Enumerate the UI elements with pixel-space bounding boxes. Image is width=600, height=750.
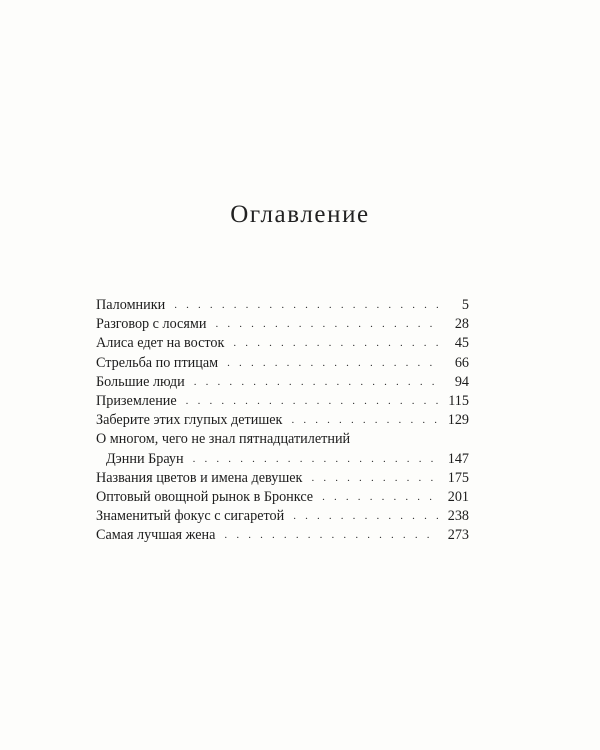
dot-leader [193, 450, 439, 469]
dot-leader [215, 315, 439, 334]
toc-entry[interactable] [96, 526, 469, 545]
dot-leader [233, 334, 439, 353]
toc-entry-title: Разговор с лосями [96, 316, 207, 333]
toc-entry-page-number: 5 [461, 297, 469, 313]
page-title: Оглавление [230, 201, 370, 228]
toc-entry-page-number: 94 [454, 373, 469, 390]
toc-entry-title: Самая лучшая жена [96, 527, 216, 544]
toc-entry-page-number: 238 [447, 508, 469, 525]
dot-leader [174, 296, 439, 315]
toc-entry-page-number: 45 [454, 335, 469, 352]
toc-entry[interactable] [96, 507, 469, 526]
toc-entry[interactable] [96, 450, 469, 469]
toc-entry-page-number: 147 [447, 450, 469, 467]
toc-entry-page-number: 201 [447, 488, 469, 505]
toc-entry[interactable] [96, 334, 469, 353]
toc-entry-title: Названия цветов и имена девушек [96, 469, 303, 486]
toc-entry-title: Паломники [96, 297, 166, 313]
toc-entry-title: О многом, чего не знал пятнадцатилетний [96, 431, 351, 448]
toc-entry-title-continued: Дэнни Браун [106, 450, 184, 467]
toc-entry-page-number: 175 [447, 469, 469, 486]
toc-entry-title: Знаменитый фокус с сигаретой [96, 508, 285, 525]
toc-entry[interactable] [96, 354, 469, 373]
toc-entry-page-number: 129 [447, 412, 469, 429]
dot-leader [291, 411, 439, 430]
dot-leader [293, 507, 439, 526]
toc-entry[interactable] [96, 488, 469, 507]
dot-leader [224, 526, 439, 545]
toc-entry[interactable] [96, 392, 469, 411]
toc-entry-title: Приземление [96, 392, 177, 409]
toc-entry-title: Большие люди [96, 373, 185, 390]
toc-entry-title: Алиса едет на восток [96, 335, 225, 352]
dot-leader [194, 373, 439, 392]
toc-entry-title: Оптовый овощной рынок в Бронксе [96, 488, 314, 505]
toc-entry-page-number: 115 [448, 392, 469, 409]
toc-entry[interactable] [96, 469, 469, 488]
table-of-contents [96, 296, 469, 545]
toc-entry[interactable] [96, 315, 469, 334]
toc-entry[interactable] [96, 411, 469, 430]
toc-entry-page-number: 273 [447, 527, 469, 544]
toc-entry[interactable] [96, 373, 469, 392]
toc-entry-page-number: 28 [454, 316, 469, 333]
toc-entry-title: Заберите этих глупых детишек [96, 412, 283, 429]
dot-leader [311, 469, 439, 488]
toc-entry[interactable] [96, 296, 469, 315]
toc-entry-first-line[interactable] [96, 430, 469, 449]
dot-leader [186, 392, 439, 411]
dot-leader [227, 354, 439, 373]
dot-leader [322, 488, 439, 507]
toc-entry-title: Стрельба по птицам [96, 354, 219, 371]
toc-entry-page-number: 66 [454, 354, 469, 371]
